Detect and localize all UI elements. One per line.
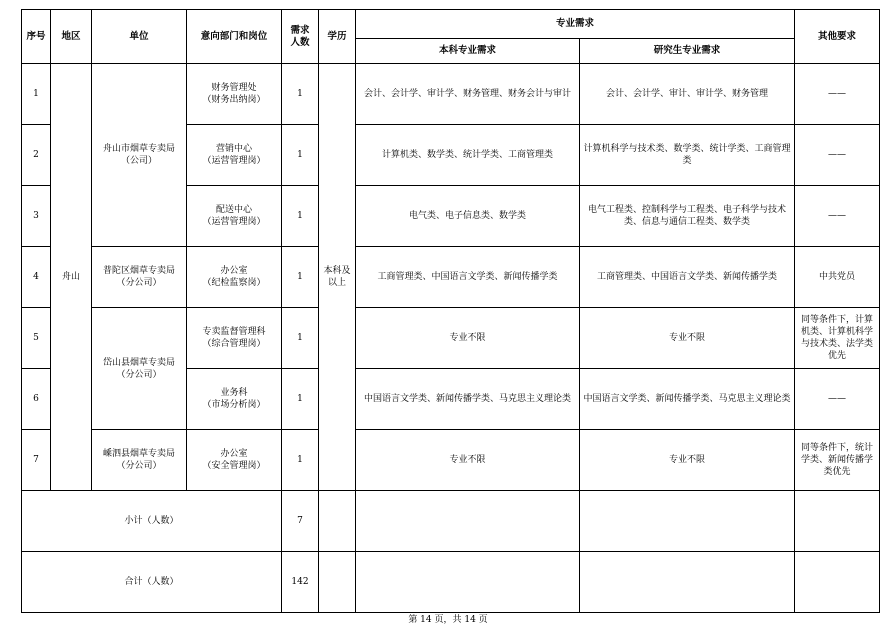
table-row	[22, 247, 880, 308]
header-education: 学历	[319, 10, 356, 64]
empty-cell	[580, 491, 795, 552]
unit-cell: 普陀区烟草专卖局 （分公司）	[92, 247, 187, 308]
count-cell: 1	[282, 64, 319, 125]
row-no: 4	[22, 247, 51, 308]
education-cell: 本科及 以上	[319, 64, 356, 491]
total-value: 142	[282, 552, 319, 613]
row-no: 2	[22, 125, 51, 186]
header-unit: 单位	[92, 10, 187, 64]
recruitment-table	[21, 9, 880, 613]
other-cell: ——	[795, 125, 880, 186]
dept-cell: 营销中心 （运营管理岗）	[187, 125, 282, 186]
grad-cell: 电气工程类、控制科学与工程类、电子科学与技术类、信息与通信工程类、数学类	[580, 186, 795, 247]
subtotal-value: 7	[282, 491, 319, 552]
dept-cell: 办公室 （安全管理岗）	[187, 430, 282, 491]
count-cell: 1	[282, 186, 319, 247]
table-row	[22, 308, 880, 369]
count-cell: 1	[282, 308, 319, 369]
page-footer: 第 14 页，共 14 页	[408, 615, 488, 625]
empty-cell	[795, 552, 880, 613]
row-no: 1	[22, 64, 51, 125]
unit-cell: 岱山县烟草专卖局 （分公司）	[92, 308, 187, 430]
header-demand: 需求 人数	[282, 10, 319, 64]
table-row	[22, 64, 880, 125]
count-cell: 1	[282, 247, 319, 308]
unit-cell: 舟山市烟草专卖局 （公司）	[92, 64, 187, 247]
header-row-1	[22, 10, 880, 39]
grad-cell: 工商管理类、中国语言文学类、新闻传播学类	[580, 247, 795, 308]
row-no: 6	[22, 369, 51, 430]
header-undergrad-req: 本科专业需求	[356, 39, 580, 64]
empty-cell	[795, 491, 880, 552]
header-no: 序号	[22, 10, 51, 64]
undergrad-cell: 工商管理类、中国语言文学类、新闻传播学类	[356, 247, 580, 308]
undergrad-cell: 计算机类、数学类、统计学类、工商管理类	[356, 125, 580, 186]
empty-cell	[356, 491, 580, 552]
subtotal-label: 小计（人数）	[22, 491, 282, 552]
header-other-req: 其他要求	[795, 10, 880, 64]
other-cell: 同等条件下，计算机类、计算机科学与技术类、法学类优先	[795, 308, 880, 369]
dept-cell: 财务管理处 （财务出纳岗）	[187, 64, 282, 125]
undergrad-cell: 专业不限	[356, 430, 580, 491]
grad-cell: 专业不限	[580, 308, 795, 369]
empty-cell	[319, 552, 356, 613]
empty-cell	[356, 552, 580, 613]
other-cell: ——	[795, 186, 880, 247]
dept-cell: 配送中心 （运营管理岗）	[187, 186, 282, 247]
total-label: 合计（人数）	[22, 552, 282, 613]
empty-cell	[580, 552, 795, 613]
row-no: 7	[22, 430, 51, 491]
other-cell: 中共党员	[795, 247, 880, 308]
header-major-req: 专业需求	[356, 10, 795, 39]
table-row	[22, 430, 880, 491]
count-cell: 1	[282, 369, 319, 430]
grad-cell: 专业不限	[580, 430, 795, 491]
other-cell: ——	[795, 64, 880, 125]
undergrad-cell: 中国语言文学类、新闻传播学类、马克思主义理论类	[356, 369, 580, 430]
header-grad-req: 研究生专业需求	[580, 39, 795, 64]
total-row	[22, 552, 880, 613]
grad-cell: 计算机科学与技术类、数学类、统计学类、工商管理类	[580, 125, 795, 186]
region-cell: 舟山	[51, 64, 92, 491]
unit-cell: 嵊泗县烟草专卖局 （分公司）	[92, 430, 187, 491]
undergrad-cell: 专业不限	[356, 308, 580, 369]
row-no: 5	[22, 308, 51, 369]
other-cell: ——	[795, 369, 880, 430]
undergrad-cell: 电气类、电子信息类、数学类	[356, 186, 580, 247]
header-dept-post: 意向部门和岗位	[187, 10, 282, 64]
count-cell: 1	[282, 430, 319, 491]
grad-cell: 会计、会计学、审计、审计学、财务管理	[580, 64, 795, 125]
other-cell: 同等条件下，统计学类、新闻传播学类优先	[795, 430, 880, 491]
dept-cell: 业务科 （市场分析岗）	[187, 369, 282, 430]
header-region: 地区	[51, 10, 92, 64]
grad-cell: 中国语言文学类、新闻传播学类、马克思主义理论类	[580, 369, 795, 430]
subtotal-row	[22, 491, 880, 552]
dept-cell: 专卖监督管理科 （综合管理岗）	[187, 308, 282, 369]
row-no: 3	[22, 186, 51, 247]
count-cell: 1	[282, 125, 319, 186]
empty-cell	[319, 491, 356, 552]
dept-cell: 办公室 （纪检监察岗）	[187, 247, 282, 308]
undergrad-cell: 会计、会计学、审计学、财务管理、财务会计与审计	[356, 64, 580, 125]
